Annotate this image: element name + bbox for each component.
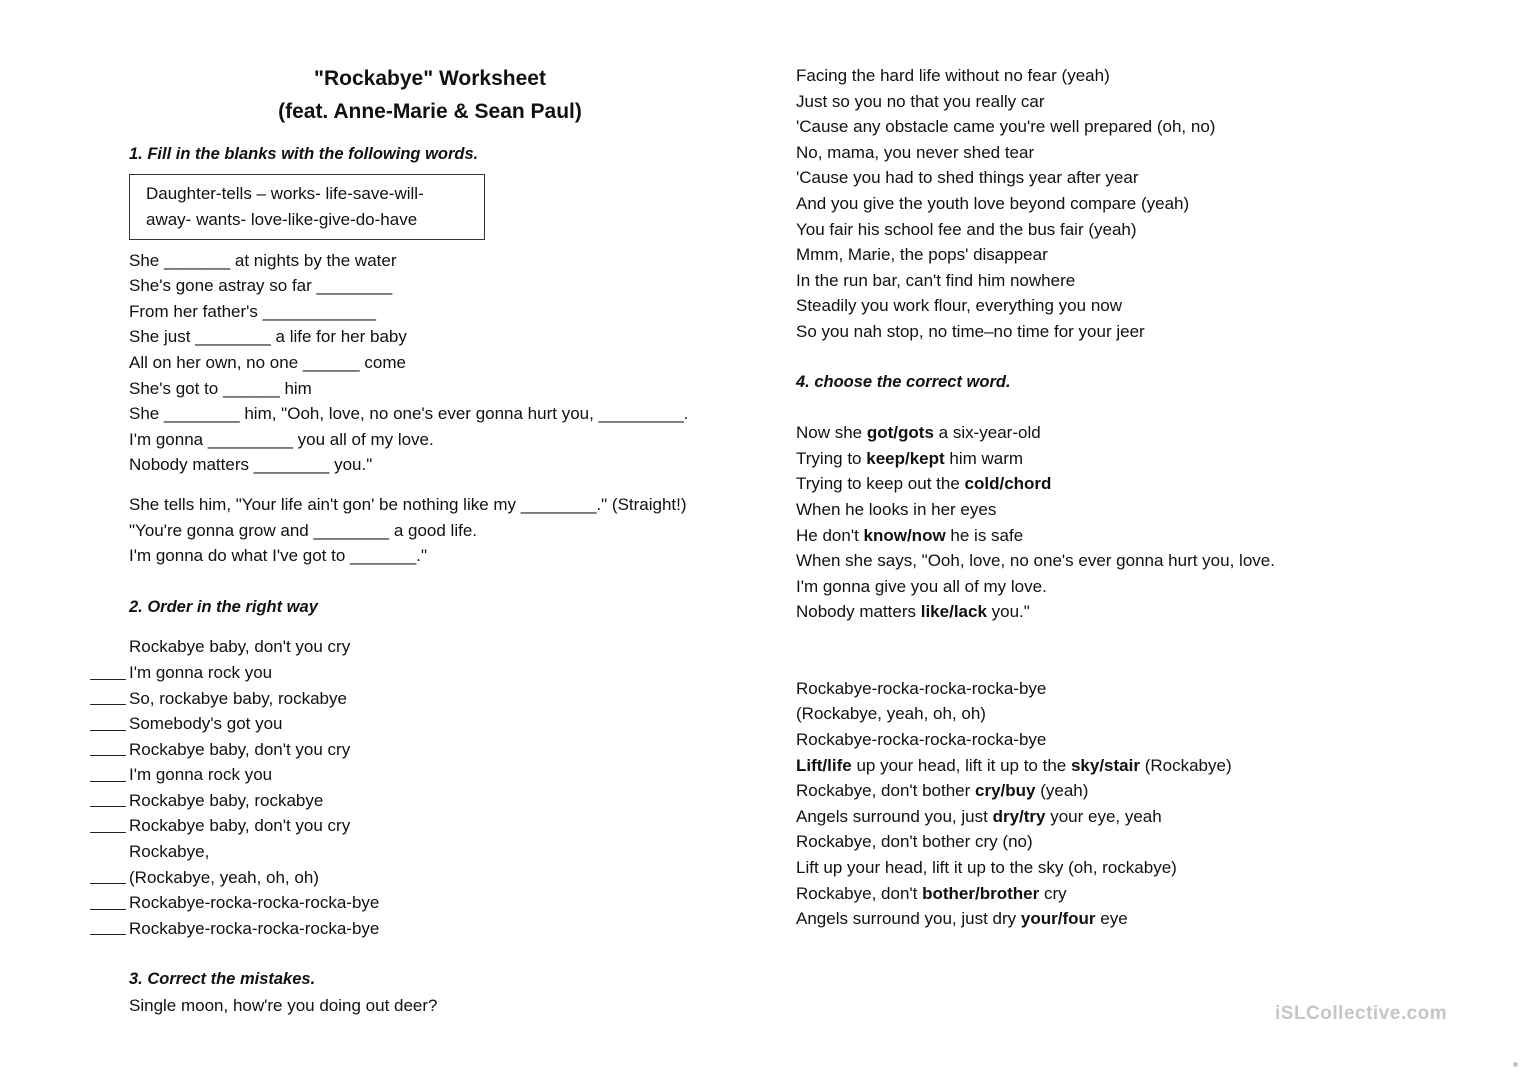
- line-text: All on her own, no one: [129, 352, 303, 372]
- order-item: [129, 686, 769, 712]
- fill-line: [129, 518, 769, 544]
- blank-underscores[interactable]: ________: [195, 327, 271, 347]
- choice-line: [796, 574, 1416, 600]
- line-text: Rockabye-rocka-rocka-rocka-bye: [796, 730, 1047, 750]
- word-box-line: Daughter-tells – works- life-save-will-: [146, 183, 424, 203]
- order-items-2: [129, 865, 769, 942]
- line-text: He don't: [796, 525, 864, 545]
- order-item-text: Rockabye baby, don't you cry: [129, 739, 351, 759]
- line-text: She tells him, "Your life ain't gon' be nothing like my: [129, 494, 521, 514]
- line-text: I'm gonna give you all of my love.: [796, 576, 1047, 596]
- line-text: a life for her baby: [270, 327, 407, 347]
- correct-line: 'Cause you had to shed things year after year: [796, 168, 1139, 188]
- word-box-line: away- wants- love-like-give-do-have: [146, 209, 418, 229]
- choice-line: [796, 804, 1416, 830]
- blank-underscores[interactable]: _________: [598, 404, 684, 424]
- choice-line: [796, 701, 1416, 727]
- watermark: iSLCollective.com: [1275, 1003, 1448, 1024]
- order-item: [129, 660, 769, 686]
- correct-line: Steadily you work flour, everything you now: [796, 296, 1123, 316]
- line-text: When she says, "Ooh, love, no one's ever gonna hurt you, love.: [796, 551, 1275, 571]
- order-first-line: Rockabye baby, don't you cry: [129, 637, 351, 657]
- section-4-block-1: [796, 420, 1416, 625]
- word-choice[interactable]: cry/buy: [975, 781, 1036, 801]
- order-number-blank[interactable]: [90, 909, 126, 910]
- blank-underscores[interactable]: ________: [163, 404, 240, 424]
- blank-underscores[interactable]: ____________: [262, 301, 377, 321]
- blank-underscores[interactable]: ______: [222, 378, 280, 398]
- order-item: [129, 890, 769, 916]
- choice-line: [796, 753, 1416, 779]
- order-item-text: So, rockabye baby, rockabye: [129, 688, 347, 708]
- line-text: I'm gonna: [129, 429, 208, 449]
- line-text: I'm gonna do what I've got to: [129, 546, 351, 566]
- fill-line: [129, 376, 769, 402]
- fill-line: [129, 492, 769, 518]
- line-text: She just: [129, 327, 196, 347]
- worksheet-title: [129, 62, 731, 128]
- line-text: a good life.: [389, 520, 478, 540]
- section-1-lines: [129, 248, 769, 478]
- order-item: [129, 813, 769, 839]
- order-item: [129, 865, 769, 891]
- line-text: your eye, yeah: [1045, 806, 1162, 826]
- line-text: Rockabye, don't bother cry (no): [796, 832, 1033, 852]
- blank-underscores[interactable]: _______: [350, 546, 417, 566]
- choice-line: [796, 523, 1416, 549]
- correct-line: No, mama, you never shed tear: [796, 142, 1035, 162]
- word-choice[interactable]: know/now: [863, 525, 946, 545]
- line-text: cry: [1039, 883, 1067, 903]
- section-1-heading: 1. Fill in the blanks with the following words.: [129, 145, 479, 163]
- line-text: Rockabye, don't: [796, 883, 923, 903]
- line-text: Angels surround you, just dry: [796, 909, 1021, 929]
- line-text: From her father's: [129, 301, 263, 321]
- corner-dot: [1513, 1062, 1518, 1067]
- line-text: you.": [986, 602, 1030, 622]
- line-text: you all of my love.: [292, 429, 434, 449]
- line-text: you.": [329, 455, 373, 475]
- line-text: She: [129, 250, 164, 270]
- choice-line: [796, 420, 1416, 446]
- line-text: up your head, lift it up to the: [851, 755, 1071, 775]
- correct-line: You fair his school fee and the bus fair (yeah): [796, 219, 1137, 239]
- order-number-blank[interactable]: [90, 781, 126, 782]
- word-choice[interactable]: got/gots: [866, 423, 934, 443]
- blank-underscores[interactable]: _______: [163, 250, 231, 270]
- fill-line: [129, 248, 769, 274]
- line-text: a six-year-old: [933, 423, 1041, 443]
- line-text: .: [683, 404, 689, 424]
- title-line-2: (feat. Anne-Marie & Sean Paul): [278, 100, 582, 123]
- order-number-blank[interactable]: [90, 934, 126, 935]
- line-text: Lift up your head, lift it up to the sky (oh, rockabye): [796, 858, 1177, 878]
- line-text: She: [129, 404, 164, 424]
- order-number-blank[interactable]: [90, 832, 126, 833]
- left-column: [129, 142, 769, 1019]
- order-plain-line: Rockabye,: [129, 842, 210, 862]
- word-choice[interactable]: sky/stair: [1070, 755, 1140, 775]
- fill-line: [129, 299, 769, 325]
- word-choice[interactable]: bother/brother: [922, 883, 1040, 903]
- choice-line: [796, 471, 1416, 497]
- blank-underscores[interactable]: ________: [316, 276, 393, 296]
- fill-line: [129, 452, 769, 478]
- line-text: Rockabye-rocka-rocka-rocka-bye: [796, 678, 1047, 698]
- section-3-heading: 3. Correct the mistakes.: [129, 970, 316, 989]
- order-number-blank[interactable]: [90, 679, 126, 680]
- line-text: (Rockabye, yeah, oh, oh): [796, 704, 986, 724]
- line-text: (Rockabye): [1139, 755, 1232, 775]
- order-item-text: I'm gonna rock you: [129, 662, 273, 682]
- line-text: Trying to keep out the: [796, 474, 965, 494]
- correct-line: And you give the youth love beyond compare (yeah): [796, 193, 1190, 213]
- word-choice[interactable]: like/lack: [920, 602, 987, 622]
- line-text: Trying to: [796, 448, 867, 468]
- order-item: [129, 762, 769, 788]
- order-item-text: Rockabye baby, don't you cry: [129, 816, 351, 836]
- fill-line: [129, 324, 769, 350]
- line-text: Nobody matters: [796, 602, 921, 622]
- line-text: him: [279, 378, 312, 398]
- choice-line: [796, 829, 1416, 855]
- order-number-blank[interactable]: [90, 730, 126, 731]
- line-text: ." (Straight!): [596, 494, 687, 514]
- choice-line: [796, 599, 1416, 625]
- order-items: [129, 660, 769, 839]
- line-text: come: [359, 352, 406, 372]
- blank-underscores[interactable]: ________: [520, 494, 597, 514]
- line-text: When he looks in her eyes: [796, 499, 997, 519]
- fill-line: [129, 350, 769, 376]
- section-2-list: [129, 634, 769, 941]
- order-item: [129, 711, 769, 737]
- line-text: at nights by the water: [230, 250, 397, 270]
- order-number-blank[interactable]: [90, 883, 126, 884]
- line-text: he is safe: [945, 525, 1024, 545]
- right-column: [796, 63, 1416, 932]
- correct-line: 'Cause any obstacle came you're well prepared (oh, no): [796, 117, 1216, 137]
- choice-line: [796, 855, 1416, 881]
- line-text: him warm: [944, 448, 1024, 468]
- order-item-text: I'm gonna rock you: [129, 765, 273, 785]
- blank-underscores[interactable]: ________: [253, 455, 330, 475]
- order-item: [129, 916, 769, 942]
- choice-line: [796, 778, 1416, 804]
- word-choice[interactable]: dry/try: [992, 806, 1046, 826]
- choice-line: [796, 906, 1416, 932]
- order-number-blank[interactable]: [90, 704, 126, 705]
- line-text: Rockabye, don't bother: [796, 781, 976, 801]
- order-item-text: Rockabye-rocka-rocka-rocka-bye: [129, 893, 380, 913]
- correct-line: In the run bar, can't find him nowhere: [796, 270, 1076, 290]
- word-box: [129, 174, 485, 240]
- order-item-text: Somebody's got you: [129, 714, 283, 734]
- choice-line: [796, 727, 1416, 753]
- line-text: .": [416, 546, 427, 566]
- fill-line: [129, 427, 769, 453]
- line-text: She's got to: [129, 378, 223, 398]
- line-text: (yeah): [1035, 781, 1089, 801]
- word-choice[interactable]: Lift/life: [796, 755, 852, 775]
- order-number-blank[interactable]: [90, 755, 126, 756]
- section-1-lines-2: [129, 492, 769, 569]
- section-4-block-2: [796, 676, 1416, 932]
- fill-line: [129, 273, 769, 299]
- correct-line: Facing the hard life without no fear (yeah): [796, 66, 1110, 85]
- line-text: Angels surround you, just: [796, 806, 993, 826]
- order-item-text: Rockabye-rocka-rocka-rocka-bye: [129, 918, 380, 938]
- word-choice[interactable]: cold/chord: [964, 474, 1052, 494]
- correct-line: So you nah stop, no time–no time for your jeer: [796, 321, 1145, 341]
- fill-line: [129, 401, 769, 427]
- choice-line: [796, 676, 1416, 702]
- word-choice[interactable]: keep/kept: [866, 448, 945, 468]
- line-text: Nobody matters: [129, 455, 254, 475]
- choice-line: [796, 881, 1416, 907]
- correct-line: Just so you no that you really car: [796, 91, 1045, 111]
- word-choice[interactable]: your/four: [1020, 909, 1096, 929]
- line-text: "You're gonna grow and: [129, 520, 314, 540]
- section-3-lines: [796, 63, 1416, 345]
- fill-line: [129, 543, 769, 569]
- choice-line: [796, 446, 1416, 472]
- section-4-heading: 4. choose the correct word.: [796, 372, 1011, 391]
- blank-underscores[interactable]: ______: [302, 352, 360, 372]
- line-text: eye: [1095, 909, 1128, 929]
- correct-line: Single moon, how're you doing out deer?: [129, 996, 438, 1016]
- line-text: Now she: [796, 423, 867, 443]
- order-item-text: (Rockabye, yeah, oh, oh): [129, 867, 319, 887]
- order-item-text: Rockabye baby, rockabye: [129, 790, 324, 810]
- correct-line: Mmm, Marie, the pops' disappear: [796, 245, 1048, 265]
- line-text: She's gone astray so far: [129, 276, 317, 296]
- title-line-1: "Rockabye" Worksheet: [314, 67, 546, 90]
- blank-underscores[interactable]: _________: [207, 429, 293, 449]
- choice-line: [796, 548, 1416, 574]
- order-item: [129, 737, 769, 763]
- line-text: him, "Ooh, love, no one's ever gonna hurt you,: [239, 404, 599, 424]
- order-number-blank[interactable]: [90, 806, 126, 807]
- section-2-heading: 2. Order in the right way: [129, 597, 318, 616]
- choice-line: [796, 497, 1416, 523]
- blank-underscores[interactable]: ________: [313, 520, 390, 540]
- order-item: [129, 788, 769, 814]
